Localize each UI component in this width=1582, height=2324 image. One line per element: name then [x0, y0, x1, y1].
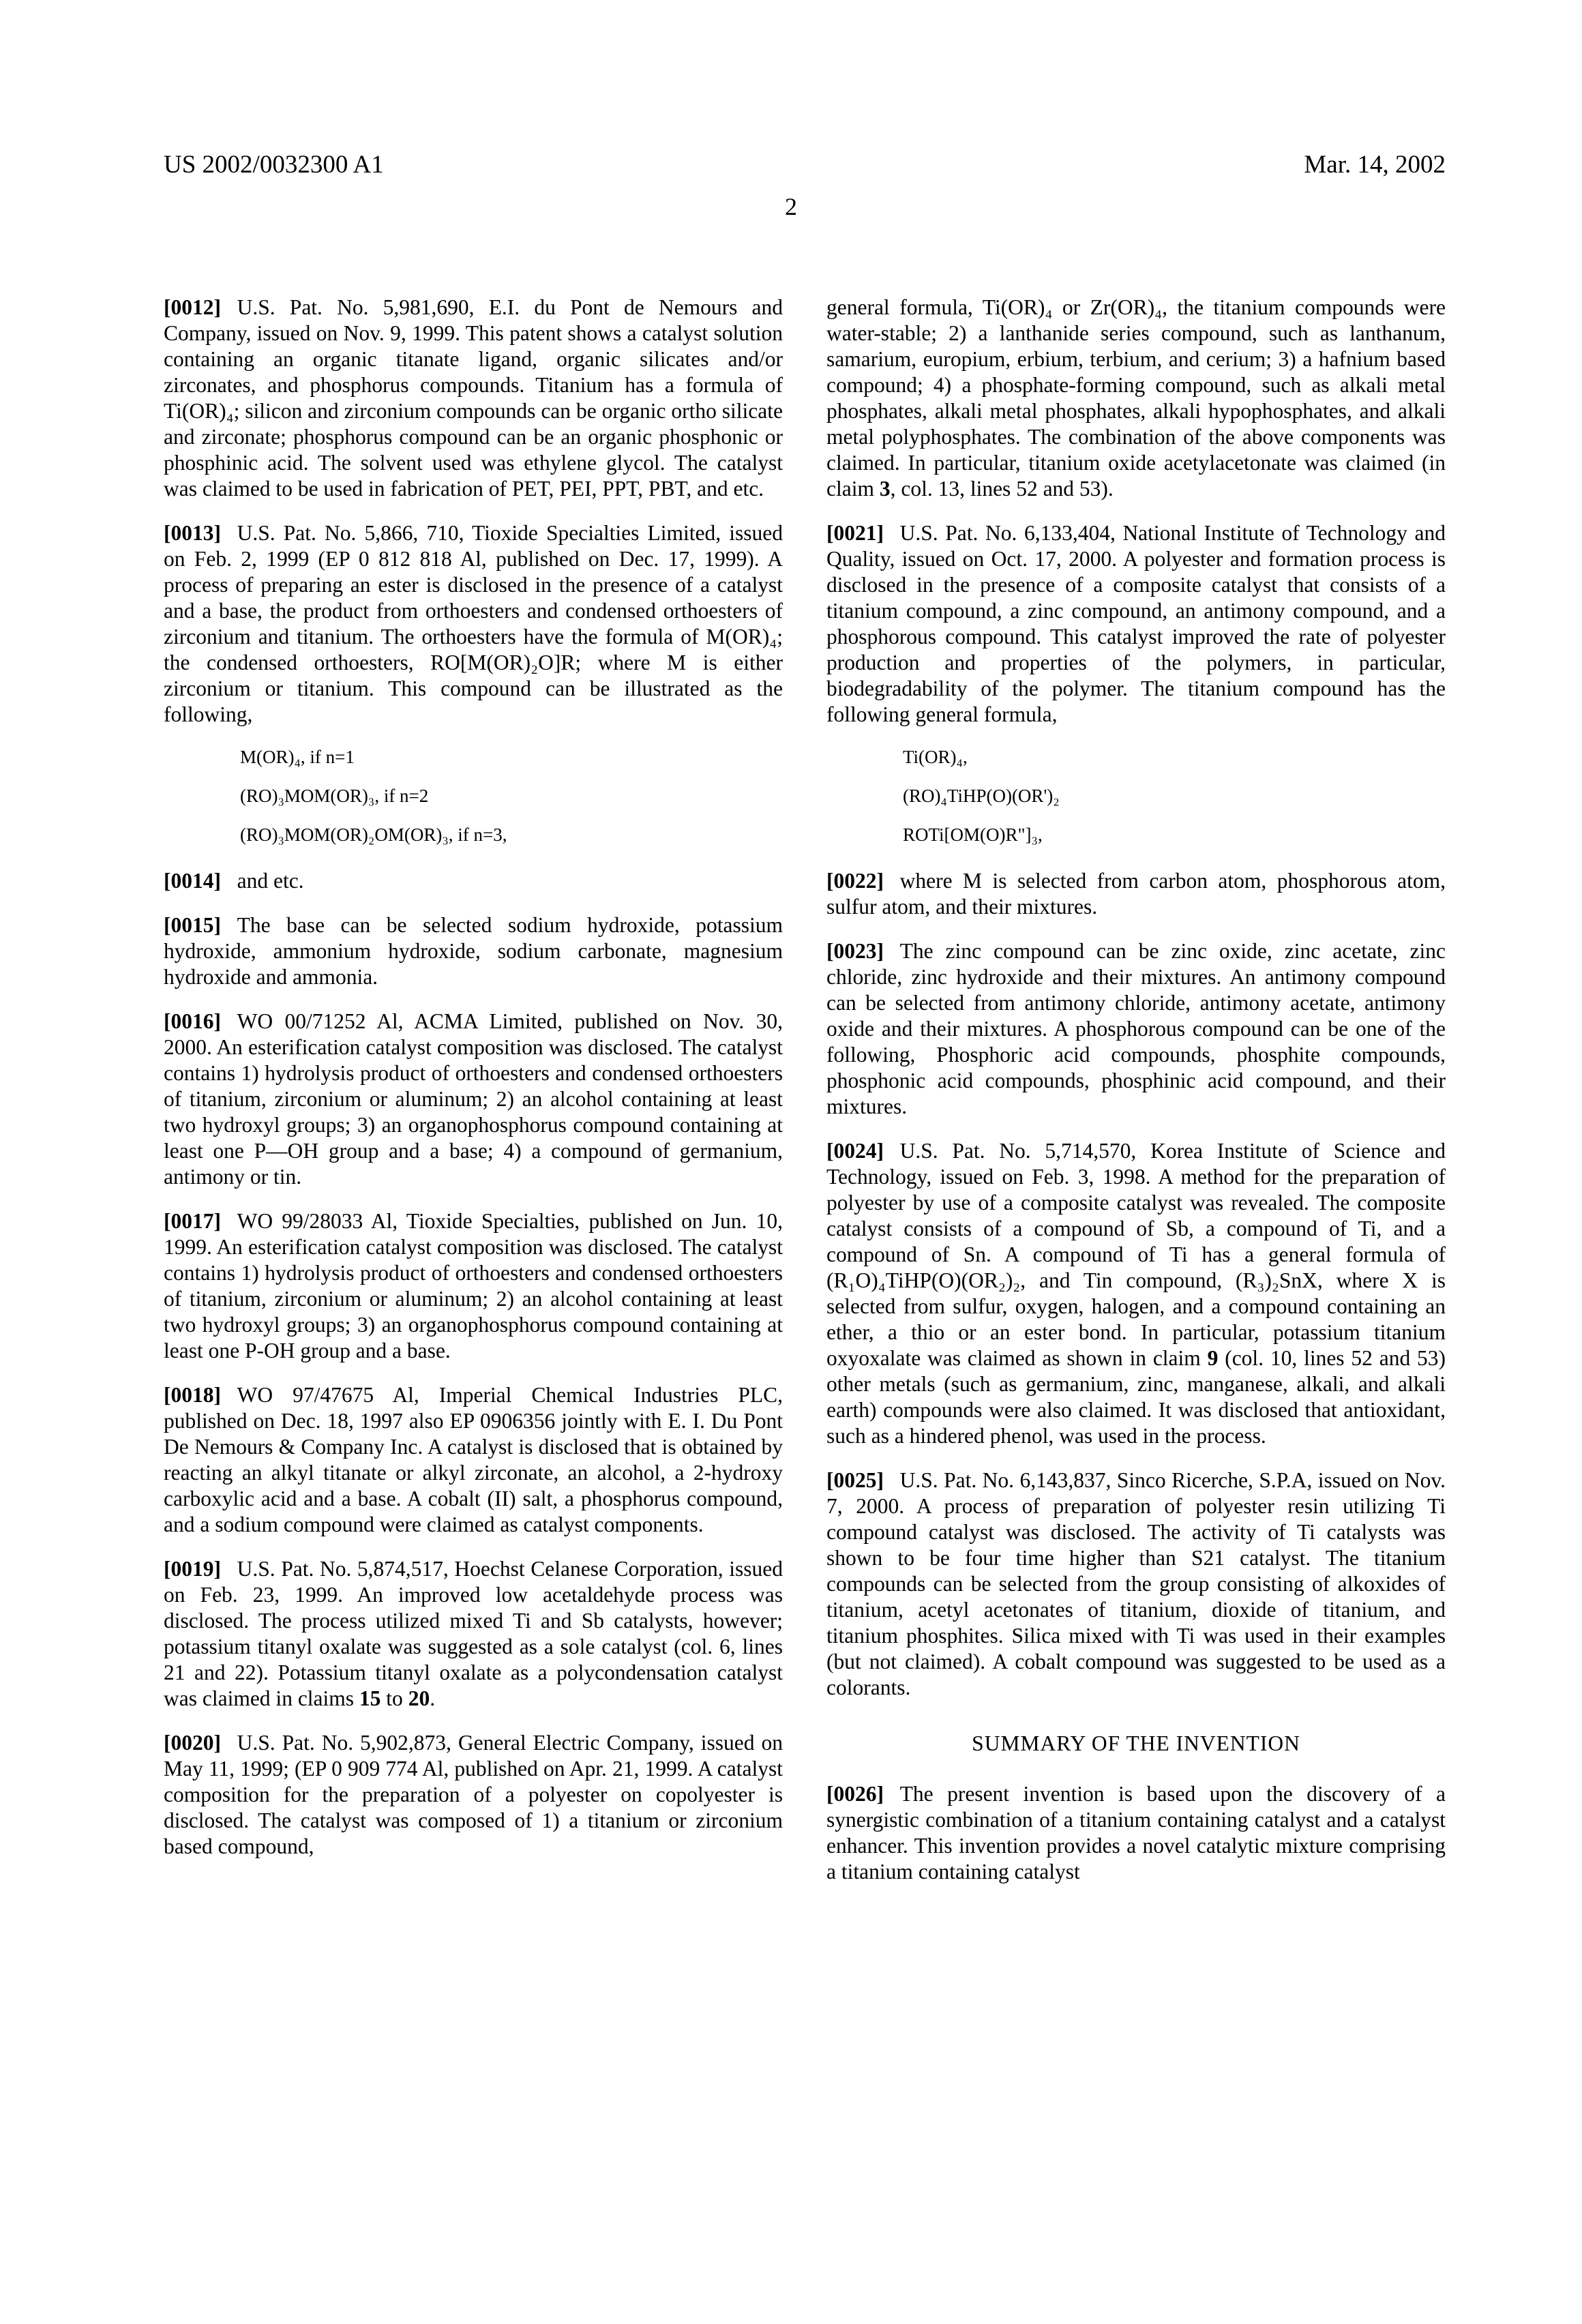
paragraph-0015 — [164, 912, 783, 990]
paragraph-text: U.S. Pat. No. 5,714,570, Korea Institute of Science and Technology, issued on Feb. 3, 1998. A method for the preparation of polyester by use of a composite catalyst was revealed. The composite catalyst consists of a compound of Sb, a compound of Ti, and a compound of Sn. A compound of Ti has a general formula of (R₁O)₄TiHP(O)(OR₂)₂, and Tin compound, (R₃)₂SnX, where X is selected from sulfur, oxygen, halogen, and a compound containing an ether, a thio or an ester bond. In particular, potassium titanium oxyoxalate was claimed as shown in claim 9 (col. 10, lines 52 and 53) other metals (such as germanium, zinc, manganese, alkali, and alkali earth) compounds were also claimed. It was disclosed that antioxidant, such as a hindered phenol, was used in the process. — [826, 1139, 1446, 1448]
document-number: US 2002/0032300 A1 — [164, 151, 384, 179]
paragraph-tag: [0024] — [826, 1139, 884, 1163]
paragraph-text: The zinc compound can be zinc oxide, zinc acetate, zinc chloride, zinc hydroxide and their mixtures. An antimony compound can be selected from antimony chloride, antimony acetate, antimony oxide and their mixtures. A phosphorous compound can be one of the following, Phosphoric acid compounds, phosphite compounds, phosphonic acid compounds, phosphinic acid compound, and their mixtures. — [826, 939, 1446, 1118]
paragraph-0024 — [826, 1138, 1446, 1449]
section-heading: SUMMARY OF THE INVENTION — [972, 1731, 1300, 1755]
formula-line: M(OR)₄, if n=1 — [240, 747, 355, 767]
paragraph-tag: [0015] — [164, 913, 221, 937]
paragraph-0022 — [826, 868, 1446, 920]
paragraph-text: The present invention is based upon the discovery of a synergistic combination of a titanium containing catalyst and a catalyst enhancer. This invention provides a novel catalytic mixture comprising a titanium containing catalyst — [826, 1782, 1446, 1883]
paragraph-tag: [0025] — [826, 1468, 884, 1492]
paragraph-tag: [0023] — [826, 939, 884, 963]
formula-block — [240, 746, 783, 846]
paragraph-text: and etc. — [237, 869, 304, 893]
paragraph-0023 — [826, 938, 1446, 1120]
paragraph-0017 — [164, 1208, 783, 1364]
paragraph-0018 — [164, 1382, 783, 1538]
paragraph-text: WO 97/47675 Al, Imperial Chemical Industries PLC, published on Dec. 18, 1997 also EP 0906356 jointly with E. I. Du Pont De Nemours & Company Inc. A catalyst is disclosed that is obtained by reacting an alkyl titanate or alkyl zirconate, an alcohol, a 2-hydroxy carboxylic acid and a base. A cobalt (II) salt, a phosphorus compound, and a sodium compound were claimed as catalyst components. — [164, 1383, 783, 1536]
paragraph-tag: [0019] — [164, 1557, 221, 1581]
paragraph-text: U.S. Pat. No. 6,143,837, Sinco Ricerche, S.P.A, issued on Nov. 7, 2000. A process of preparation of polyester resin utilizing Ti compound catalyst was disclosed. The activity of Ti catalysts was shown to be four time higher than S21 catalyst. The titanium compounds can be selected from the group consisting of alkoxides of titanium, acetyl acetonates of titanium, dioxide of titanium, and titanium phosphites. Silica mixed with Ti was used in their examples (but not claimed). A cobalt compound was suggested to be used as a colorants. — [826, 1468, 1446, 1699]
paragraph-tag: [0017] — [164, 1209, 221, 1233]
paragraph-text: The base can be selected sodium hydroxide, potassium hydroxide, ammonium hydroxide, sodium carbonate, magnesium hydroxide and ammonia. — [164, 913, 783, 989]
paragraph-tag: [0018] — [164, 1383, 221, 1407]
paragraph-text: U.S. Pat. No. 5,866, 710, Tioxide Specialties Limited, issued on Feb. 2, 1999 (EP 0 812 818 Al, published on Dec. 17, 1999). A process of preparing an ester is disclosed in the presence of a catalyst and a base, the product from orthoesters and condensed orthoesters of zirconium and titanium. The orthoesters have the formula of M(OR)₄; the condensed orthoesters, RO[M(OR)₂O]R; where M is either zirconium or titanium. This compound can be illustrated as the following, — [164, 521, 783, 726]
paragraph-tag: [0012] — [164, 295, 221, 319]
formula-line: ROTi[OM(O)R"]₃, — [903, 824, 1043, 845]
paragraph-0016 — [164, 1009, 783, 1190]
formula-line: (RO)₄TiHP(O)(OR')₂ — [903, 786, 1060, 806]
paragraph-tag: [0020] — [164, 1731, 221, 1755]
paragraph-tag: [0014] — [164, 869, 221, 893]
page-number: 2 — [785, 193, 797, 220]
paragraph-text: WO 00/71252 Al, ACMA Limited, published on Nov. 30, 2000. An esterification catalyst composition was disclosed. The catalyst contains 1) hydrolysis product of orthoesters and condensed orthoesters of titanium, zirconium or aluminum; 2) an alcohol containing at least two hydroxyl groups; 3) an organophosphorus compound containing at least one P—OH group and a base; 4) a compound of germanium, antimony or tin. — [164, 1009, 783, 1189]
paragraph-0013 — [164, 520, 783, 728]
paragraph-text: U.S. Pat. No. 5,902,873, General Electric Company, issued on May 11, 1999; (EP 0 909 774 Al, published on Apr. 21, 1999. A catalyst composition for the preparation of a polyester on copolyester is disclosed. The catalyst was composed of 1) a titanium or zirconium based compound, — [164, 1731, 783, 1858]
paragraph-text: general formula, Ti(OR)₄ or Zr(OR)₄, the titanium compounds were water-stable; 2) a lanthanide series compound, such as lanthanum, samarium, europium, erbium, terbium, and cerium; 3) a hafnium based compound; 4) a phosphate-forming compound, such as alkali metal phosphates, alkali metal phosphates, alkali hypophosphates, and alkali metal polyphosphates. The combination of the above components was claimed. In particular, titanium oxide acetylacetonate was claimed (in claim 3, col. 13, lines 52 and 53). — [826, 295, 1446, 501]
paragraph-text: U.S. Pat. No. 6,133,404, National Institute of Technology and Quality, issued on Oct. 17, 2000. A polyester and formation process is disclosed in the presence of a composite catalyst that consists of a titanium compound, a zinc compound, an antimony compound, and a phosphorous compound. This catalyst improved the rate of polyester production and properties of the polymers, in particular, biodegradability of the polymer. The titanium compound has the following general formula, — [826, 521, 1446, 726]
paragraph-0019 — [164, 1556, 783, 1712]
formula-line: Ti(OR)₄, — [903, 747, 968, 767]
paragraph-0026 — [826, 1781, 1446, 1885]
paragraph-0025 — [826, 1468, 1446, 1701]
paragraph-tag: [0013] — [164, 521, 221, 545]
publication-date: Mar. 14, 2002 — [1304, 151, 1446, 179]
paragraph-continuation — [826, 295, 1446, 502]
paragraph-tag: [0016] — [164, 1009, 221, 1033]
formula-block — [903, 746, 1446, 846]
paragraph-tag: [0022] — [826, 869, 884, 893]
paragraph-tag: [0021] — [826, 521, 884, 545]
paragraph-text: where M is selected from carbon atom, phosphorous atom, sulfur atom, and their mixtures. — [826, 869, 1446, 919]
paragraph-tag: [0026] — [826, 1782, 884, 1806]
paragraph-text: U.S. Pat. No. 5,981,690, E.I. du Pont de Nemours and Company, issued on Nov. 9, 1999. This patent shows a catalyst solution containing an organic titanate ligand, organic silicates and/or zirconates, and phosphorus compounds. Titanium has a formula of Ti(OR)₄; silicon and zirconium compounds can be organic ortho silicate and zirconate; phosphorus compound can be an organic phosphonic or phosphinic acid. The solvent used was ethylene glycol. The catalyst was claimed to be used in fabrication of PET, PEI, PPT, PBT, and etc. — [164, 295, 783, 501]
paragraph-0020 — [164, 1730, 783, 1860]
formula-line: (RO)₃MOM(OR)₃, if n=2 — [240, 786, 429, 806]
paragraph-text: WO 99/28033 Al, Tioxide Specialties, published on Jun. 10, 1999. An esterification catalyst composition was disclosed. The catalyst contains 1) hydrolysis product of orthoesters and condensed orthoesters of titanium, zirconium or aluminum; 2) an alcohol containing at least two hydroxyl groups; 3) an organophosphorus compound containing at least one P-OH group and a base. — [164, 1209, 783, 1362]
paragraph-0012 — [164, 295, 783, 502]
left-column — [164, 295, 783, 1878]
formula-line: (RO)₃MOM(OR)₂OM(OR)₃, if n=3, — [240, 824, 507, 845]
paragraph-0014 — [164, 868, 783, 894]
right-column — [826, 295, 1446, 1903]
paragraph-text: U.S. Pat. No. 5,874,517, Hoechst Celanese Corporation, issued on Feb. 23, 1999. An improved low acetaldehyde process was disclosed. The process utilized mixed Ti and Sb catalysts, however; potassium titanyl oxalate was suggested as a sole catalyst (col. 6, lines 21 and 22). Potassium titanyl oxalate as a polycondensation catalyst was claimed in claims 15 to 20. — [164, 1557, 783, 1710]
paragraph-0021 — [826, 520, 1446, 728]
